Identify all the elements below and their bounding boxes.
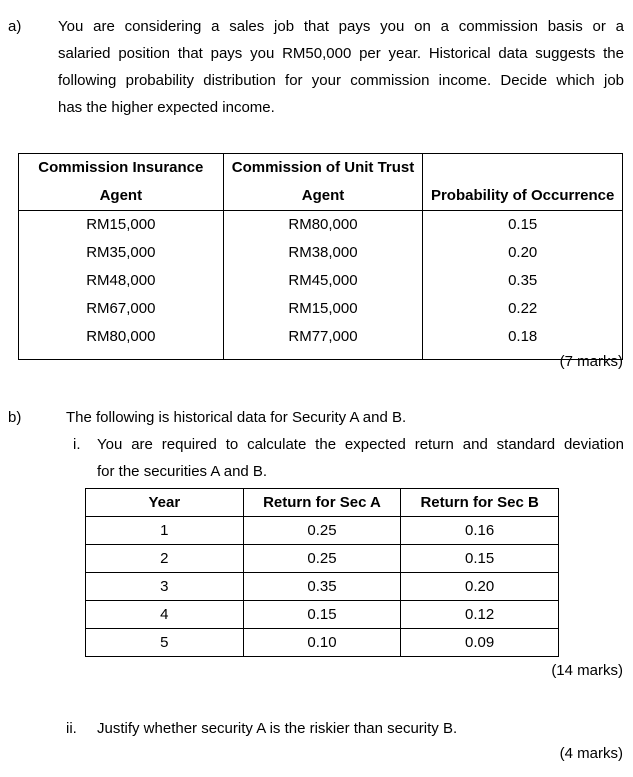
sub-i-marks: (14 marks) (551, 662, 623, 679)
part-b-intro: The following is historical data for Security A and B. (66, 409, 407, 426)
header-probability (423, 154, 623, 211)
header-line: Probability of Occurrence (430, 187, 615, 204)
sub-ii-label: ii. (66, 720, 77, 737)
insurance-values (19, 211, 224, 360)
table-row (86, 573, 559, 601)
part-a-line: following probability distribution for your commission income. Decide which job (58, 72, 624, 89)
table-cell: 0.16 (401, 517, 559, 545)
table-cell: 0.20 (401, 573, 559, 601)
header-line: Commission Insurance (38, 159, 204, 176)
table-cell: 0.09 (401, 629, 559, 657)
part-a-line: has the higher expected income. (58, 99, 275, 116)
table-cell: RM77,000 (288, 328, 358, 345)
header-commission-unit-trust (223, 154, 423, 211)
table-data-row (19, 211, 623, 360)
table-cell: RM35,000 (86, 244, 156, 261)
header-line: Commission of Unit Trust (231, 159, 415, 176)
header-commission-insurance (19, 154, 224, 211)
table-cell: 0.25 (243, 517, 401, 545)
unit-trust-values (223, 211, 423, 360)
table-cell: 4 (86, 601, 244, 629)
table-header-row (19, 154, 623, 211)
table-row (86, 601, 559, 629)
table-cell: RM80,000 (288, 216, 358, 233)
sub-i-question (97, 431, 624, 485)
table-cell: 0.10 (243, 629, 401, 657)
table-cell: RM67,000 (86, 300, 156, 317)
table-cell: 0.35 (508, 272, 538, 289)
header-return-b: Return for Sec B (401, 489, 559, 517)
table-row (86, 517, 559, 545)
table-cell: RM15,000 (86, 216, 156, 233)
table-header-row (86, 489, 559, 517)
table-cell: 1 (86, 517, 244, 545)
part-a-question (58, 13, 624, 121)
table-cell: RM38,000 (288, 244, 358, 261)
header-line: Agent (301, 187, 345, 204)
table-cell: 0.15 (508, 216, 538, 233)
table-cell: 0.25 (243, 545, 401, 573)
part-a-marks: (7 marks) (559, 353, 623, 370)
part-a-line: salaried position that pays you RM50,000 per year. Historical data suggests the (58, 45, 624, 62)
header-line: Agent (99, 187, 143, 204)
sub-ii-question: Justify whether security A is the riskier than security B. (97, 720, 458, 737)
table-cell: 0.22 (508, 300, 538, 317)
table-row (86, 545, 559, 573)
table-cell: 3 (86, 573, 244, 601)
table-cell: 0.20 (508, 244, 538, 261)
part-b-label: b) (8, 409, 22, 426)
sub-i-label: i. (73, 436, 81, 453)
probability-values (423, 211, 623, 360)
table-cell: 0.12 (401, 601, 559, 629)
table-cell: 0.35 (243, 573, 401, 601)
table-row (86, 629, 559, 657)
table-cell: RM45,000 (288, 272, 358, 289)
part-a-line: You are considering a sales job that pays you on a commission basis or a (58, 18, 624, 35)
table-cell: 0.15 (401, 545, 559, 573)
table-cell: RM48,000 (86, 272, 156, 289)
table-cell: 2 (86, 545, 244, 573)
table-cell: 5 (86, 629, 244, 657)
sub-ii-marks: (4 marks) (559, 745, 623, 762)
part-a-label: a) (8, 18, 22, 35)
table-cell: RM80,000 (86, 328, 156, 345)
header-year: Year (86, 489, 244, 517)
header-return-a: Return for Sec A (243, 489, 401, 517)
table-cell: 0.18 (508, 328, 538, 345)
sub-i-line: You are required to calculate the expected return and standard deviation (97, 436, 624, 453)
securities-table (85, 488, 559, 657)
table-cell: RM15,000 (288, 300, 358, 317)
sub-i-line: for the securities A and B. (97, 463, 268, 480)
table-cell: 0.15 (243, 601, 401, 629)
commission-table (18, 153, 623, 360)
